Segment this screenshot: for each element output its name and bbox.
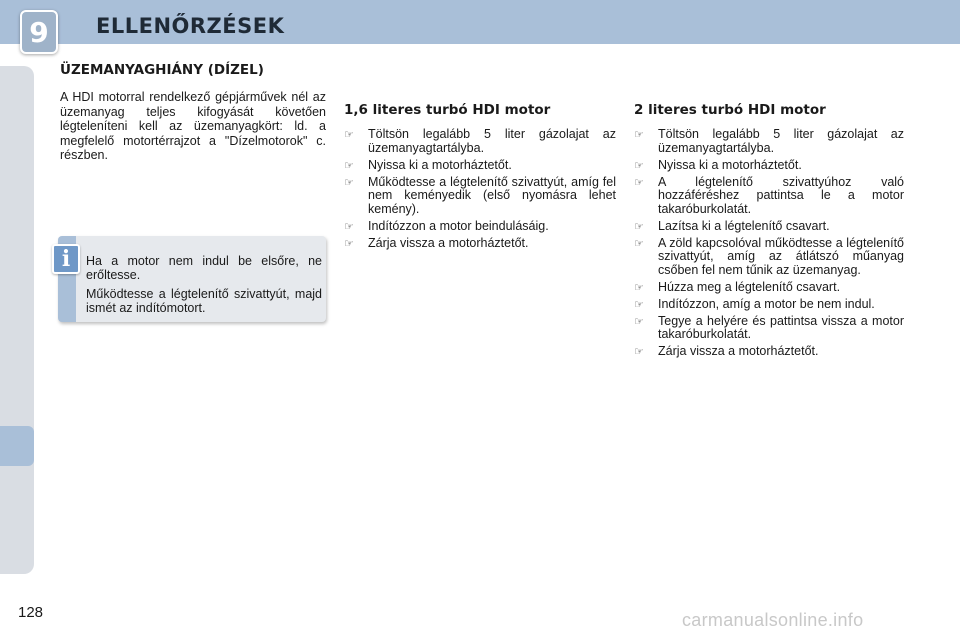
pointing-hand-icon: ☞ [634,219,644,233]
step-item [344,159,616,173]
pointing-hand-icon: ☞ [344,236,354,250]
engine-16-title: 1,6 literes turbó HDI motor [344,102,551,118]
step-item [634,159,904,173]
pointing-hand-icon: ☞ [634,236,644,250]
step-text: Zárja vissza a motorháztetőt. [658,344,819,358]
pointing-hand-icon: ☞ [634,280,644,294]
engine-20-title: 2 literes turbó HDI motor [634,102,826,118]
step-text: Zárja vissza a motorháztetőt. [368,235,529,250]
step-item [344,220,616,234]
step-text: A zöld kapcsolóval működtesse a légtelenítő szivattyút, amíg az átlátszó műanyag csőben fel nem tűnik az üzemanyag. [658,235,904,277]
step-item [634,220,904,234]
step-text: A légtelenítő szivattyúhoz való hozzáféréshez pattintsa le a motor takaróburkolatát. [658,174,904,216]
step-item [634,128,904,155]
engine-20-section [634,102,904,362]
pointing-hand-icon: ☞ [634,175,644,189]
engine-16-section [344,102,616,254]
pointing-hand-icon: ☞ [634,314,644,328]
engine-16-steps [344,128,616,250]
intro-paragraph: A HDI motorral rendelkező gépjárművek nél az üzemanyag teljes kifogyását követően légteleníteni kell az üzemanyagkört: ld. a megfelelő motortérrajzot a "Dízelmotorok" c. részben. [60,90,326,162]
step-text: Nyissa ki a motorháztetőt. [658,157,802,172]
section-title: ÜZEMANYAGHIÁNY (DÍZEL) [60,62,264,78]
step-text: Töltsön legalább 5 liter gázolajat az üzemanyagtartályba. [368,127,616,155]
step-text: Húzza meg a légtelenítő csavart. [658,279,841,294]
pointing-hand-icon: ☞ [344,219,354,233]
chapter-title: ELLENŐRZÉSEK [96,14,285,38]
pointing-hand-icon: ☞ [344,158,354,172]
step-text: Indítózzon a motor beindulásáig. [368,218,549,233]
step-item [634,298,904,312]
step-item [634,315,904,342]
pointing-hand-icon: ☞ [634,297,644,311]
step-item [634,281,904,295]
step-item [344,237,616,251]
step-item [344,176,616,217]
pointing-hand-icon: ☞ [634,128,644,141]
step-item [344,128,616,155]
pointing-hand-icon: ☞ [634,158,644,172]
info-text [86,254,322,320]
watermark: carmanualsonline.info [682,610,864,630]
info-paragraph: Ha a motor nem indul be elsőre, ne erőltesse. [86,254,322,282]
step-item [634,345,904,359]
chapter-number-badge: 9 [20,10,58,54]
step-text: Működtesse a légtelenítő szivattyút, amíg fel nem keményedik (első nyomásra lehet kemény). [368,174,616,216]
step-item [634,176,904,217]
page-number: 128 [18,604,44,621]
chapter-side-tab [0,426,34,466]
info-paragraph: Működtesse a légtelenítő szivattyút, majd ismét az indítómotort. [86,287,322,315]
step-text: Tegye a helyére és pattintsa vissza a motor takaróburkolatát. [658,313,904,341]
pointing-hand-icon: ☞ [344,128,354,141]
step-item [634,237,904,278]
step-text: Nyissa ki a motorháztetőt. [368,157,512,172]
engine-20-steps [634,128,904,359]
info-icon: i [52,244,80,274]
step-text: Indítózzon, amíg a motor be nem indul. [658,296,875,311]
side-band [0,66,34,574]
pointing-hand-icon: ☞ [344,175,354,189]
step-text: Lazítsa ki a légtelenítő csavart. [658,218,830,233]
step-text: Töltsön legalább 5 liter gázolajat az üzemanyagtartályba. [658,127,904,155]
pointing-hand-icon: ☞ [634,345,644,358]
